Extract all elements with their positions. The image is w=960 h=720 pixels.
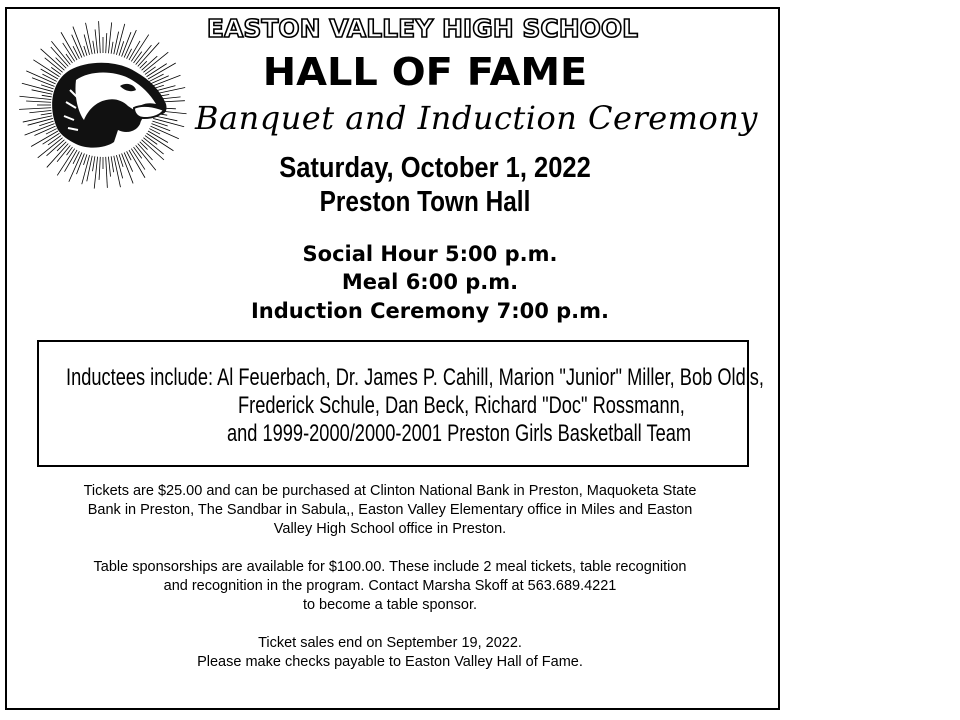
event-venue: Preston Town Hall bbox=[319, 186, 531, 218]
inductees-line: Frederick Schule, Dan Beck, Richard "Doc" Rossmann, bbox=[238, 392, 685, 419]
tickets-paragraph bbox=[20, 482, 760, 539]
eagle-head-icon bbox=[18, 20, 188, 190]
tickets-line: Tickets are $25.00 and can be purchased at Clinton National Bank in Preston, Maquoketa State bbox=[83, 483, 697, 499]
sponsorship-line: Table sponsorships are available for $100.00. These include 2 meal tickets, table recognition bbox=[93, 559, 687, 575]
sponsorship-line: to become a table sponsor. bbox=[302, 597, 478, 613]
event-subtitle: Banquet and Induction Ceremony bbox=[195, 99, 758, 137]
closing-paragraph bbox=[20, 634, 760, 672]
tickets-line: Bank in Preston, The Sandbar in Sabula,, Easton Valley Elementary office in Miles and Easton bbox=[87, 502, 693, 518]
event-date: Saturday, October 1, 2022 bbox=[279, 152, 591, 184]
sponsorship-line: and recognition in the program. Contact Marsha Skoff at 563.689.4221 bbox=[163, 578, 617, 594]
page-title: HALL OF FAME bbox=[262, 50, 588, 94]
school-name: EASTON VALLEY HIGH SCHOOL bbox=[206, 14, 639, 43]
closing-line: Please make checks payable to Easton Valley Hall of Fame. bbox=[197, 654, 583, 670]
inductees-line: Inductees include: Al Feuerbach, Dr. James P. Cahill, Marion "Junior" Miller, Bob Oldis, bbox=[66, 364, 764, 391]
schedule-meal: Meal 6:00 p.m. bbox=[341, 270, 519, 294]
schedule-social-hour: Social Hour 5:00 p.m. bbox=[302, 242, 558, 266]
schedule-induction: Induction Ceremony 7:00 p.m. bbox=[250, 299, 610, 323]
inductees-line: and 1999-2000/2000-2001 Preston Girls Basketball Team bbox=[227, 420, 692, 447]
closing-line: Ticket sales end on September 19, 2022. bbox=[258, 635, 522, 651]
sponsorship-paragraph bbox=[20, 558, 760, 615]
tickets-line: Valley High School office in Preston. bbox=[273, 521, 507, 537]
